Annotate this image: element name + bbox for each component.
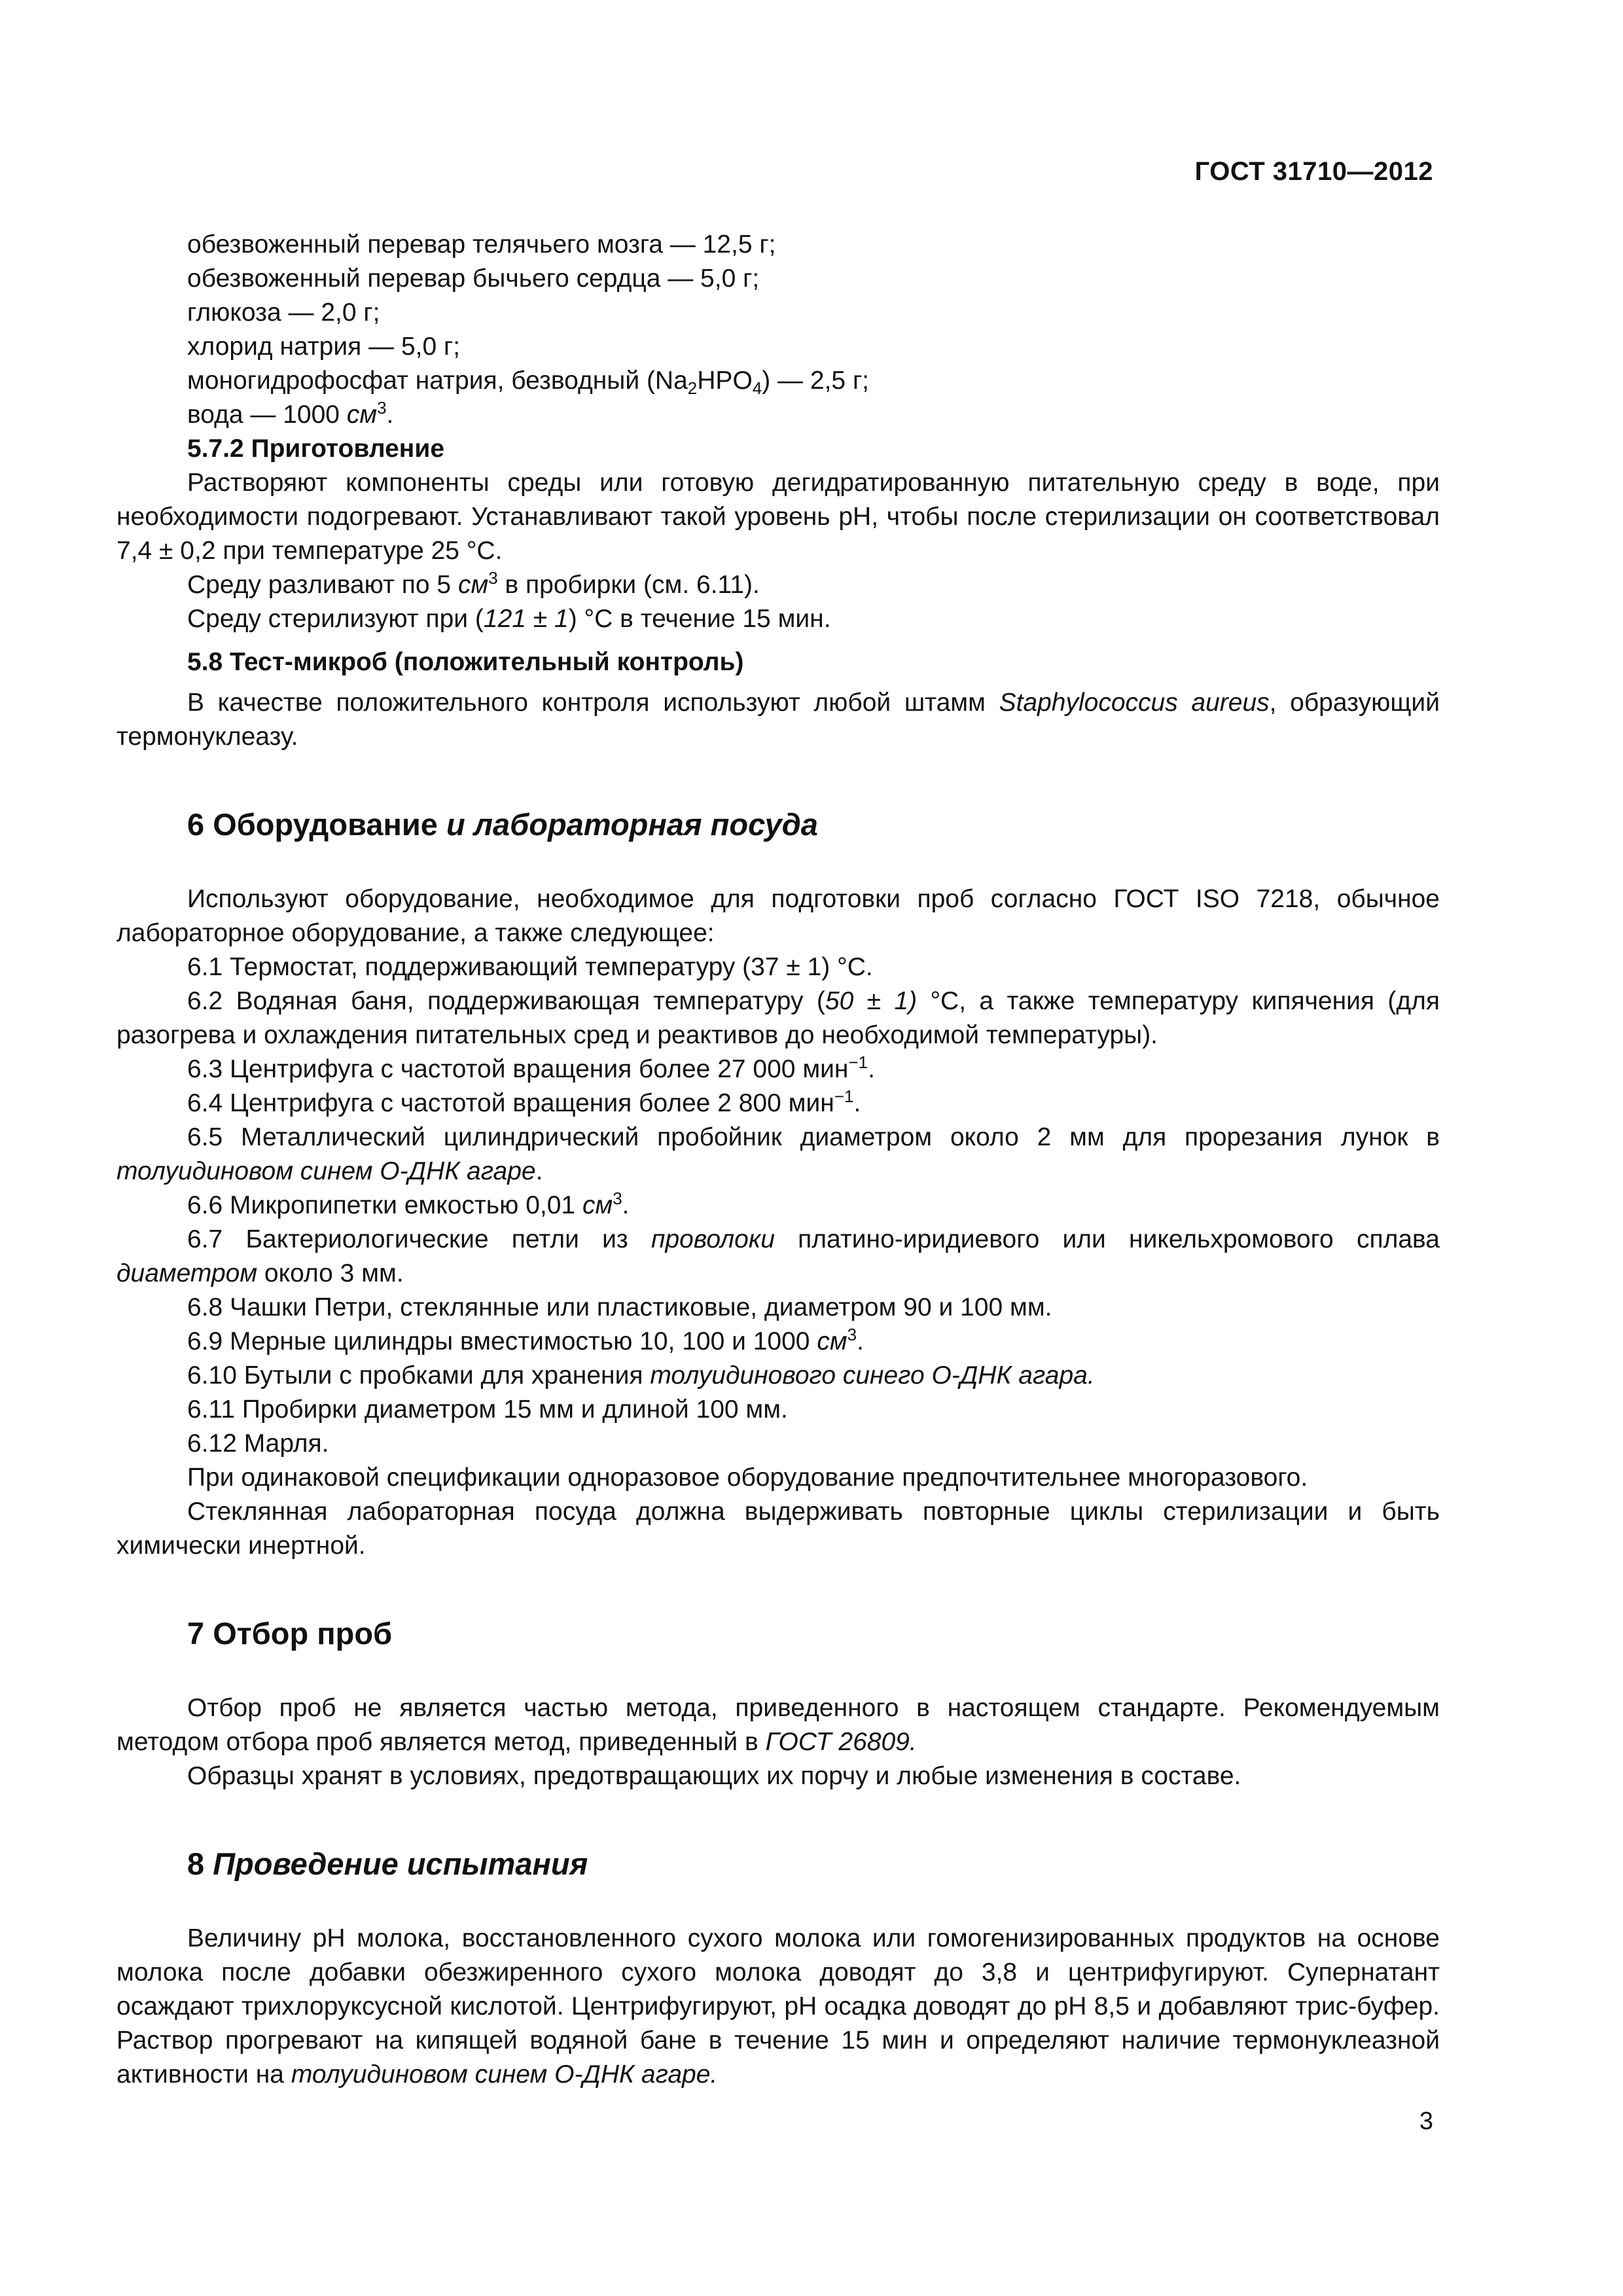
document-code-header: ГОСТ 31710—2012 [1194, 157, 1433, 186]
section-heading-6: 6 Оборудование и лабораторная посуда [187, 807, 818, 842]
list-item-6-1: 6.1 Термостат, поддерживающий температуру (37 ± 1) °С. [187, 953, 873, 981]
list-item-6-7: 6.7 Бактериологические петли из проволоки платино-иридиевого или никельхромового сплава диаметром около 3 мм. [116, 1225, 1440, 1287]
subsection-heading-5-7-2: 5.7.2 Приготовление [187, 435, 445, 463]
ingredients-list [116, 228, 1440, 432]
list-item-6-6: 6.6 Микропипетки емкостью 0,01 $см^3$. [187, 1189, 630, 1219]
list-item-6-8: 6.8 Чашки Петри, стеклянные или пластиковые, диаметром 90 и 100 мм. [187, 1293, 1052, 1321]
ingredient-line: хлорид натрия — 5,0 г; [187, 332, 461, 361]
paragraph: Среду стерилизуют при (121 ± 1) °С в течение 15 мин. [187, 605, 831, 633]
section-heading-8: 8 Проведение испытания [187, 1846, 588, 1881]
list-item-6-3: 6.3 Центрифуга с частотой вращения более 27 000 мин$^{-1}$. [187, 1052, 875, 1083]
ingredient-line: обезвоженный перевар бычьего сердца — 5,0 г; [187, 264, 760, 293]
ingredient-line-phosphate: моногидрофосфат натрия, безводный $(Na_2HPO_4)$ — 2,5 г; [187, 367, 870, 398]
document-body [116, 228, 1440, 2092]
ingredient-line-water: вода — 1000 $см^3$. [187, 398, 394, 429]
list-item-6-2: 6.2 Водяная баня, поддерживающая температуру (50 ± 1) °С, а также температуру кипячения (для разогрева и охлаждения питательных сред и реактивов до необходимой температуры). [116, 987, 1440, 1049]
list-item-6-12: 6.12 Марля. [187, 1429, 329, 1458]
paragraph: Растворяют компоненты среды или готовую дегидратированную питательную среду в воде, при необходимости подогревают. Устанавливают такой уровень pH, чтобы после стерилизации он соответствовал 7,4 ± 0,2 при температуре 25 °С. [116, 469, 1440, 565]
paragraph: Стеклянная лабораторная посуда должна выдерживать повторные циклы стерилизации и быть химически инертной. [116, 1498, 1440, 1560]
section-heading-7: 7 Отбор проб [187, 1616, 393, 1651]
list-item-6-10: 6.10 Бутыли с пробками для хранения толуидинового синего О-ДНК агара. [187, 1361, 1095, 1390]
list-item-6-4: 6.4 Центрифуга с частотой вращения более 2 800 мин$^{-1}$. [187, 1086, 861, 1117]
paragraph: Образцы хранят в условиях, предотвращающих их порчу и любые изменения в составе. [187, 1762, 1241, 1790]
ingredient-line: глюкоза — 2,0 г; [187, 298, 380, 327]
paragraph: При одинаковой спецификации одноразовое оборудование предпочтительнее многоразового. [187, 1463, 1308, 1492]
page-number: 3 [1419, 2108, 1433, 2135]
paragraph: Величину pH молока, восстановленного сухого молока или гомогенизированных продуктов на основе молока после добавки обезжиренного сухого молока доводят до 3,8 и центрифугируют. Супернатант осаждают трихлоруксусной кислотой. Центрифугируют, pH осадка доводят до pH 8,5 и добавляют трис-буфер. Раствор прогревают на кипящей водяной бане в течение 15 мин и определяют наличие термонуклеазной активности на толуидиновом синем О-ДНК агаре. [116, 1924, 1440, 2089]
list-item-6-11: 6.11 Пробирки диаметром 15 мм и длиной 100 мм. [187, 1395, 788, 1424]
list-item-6-9: 6.9 Мерные цилиндры вместимостью 10, 100 и 1000 $см^3$. [187, 1325, 864, 1355]
list-item-6-5: 6.5 Металлический цилиндрический пробойник диаметром около 2 мм для прорезания лунок в толуидиновом синем О-ДНК агаре. [116, 1123, 1440, 1185]
subsection-heading-5-8: 5.8 Тест-микроб (положительный контроль) [187, 648, 744, 676]
paragraph: Среду разливают по 5 $см^3$ в пробирки (см. 6.11). [187, 568, 760, 599]
paragraph: В качестве положительного контроля используют любой штамм Staphylococcus aureus, образующий термонуклеазу. [116, 689, 1440, 751]
ingredient-line: обезвоженный перевар телячьего мозга — 12,5 г; [187, 230, 776, 259]
paragraph: Используют оборудование, необходимое для подготовки проб согласно ГОСТ ISO 7218, обычное лабораторное оборудование, а также следующее: [116, 885, 1440, 947]
paragraph: Отбор проб не является частью метода, приведенного в настоящем стандарте. Рекомендуемым методом отбора проб является метод, приведенный в ГОСТ 26809. [116, 1694, 1440, 1756]
